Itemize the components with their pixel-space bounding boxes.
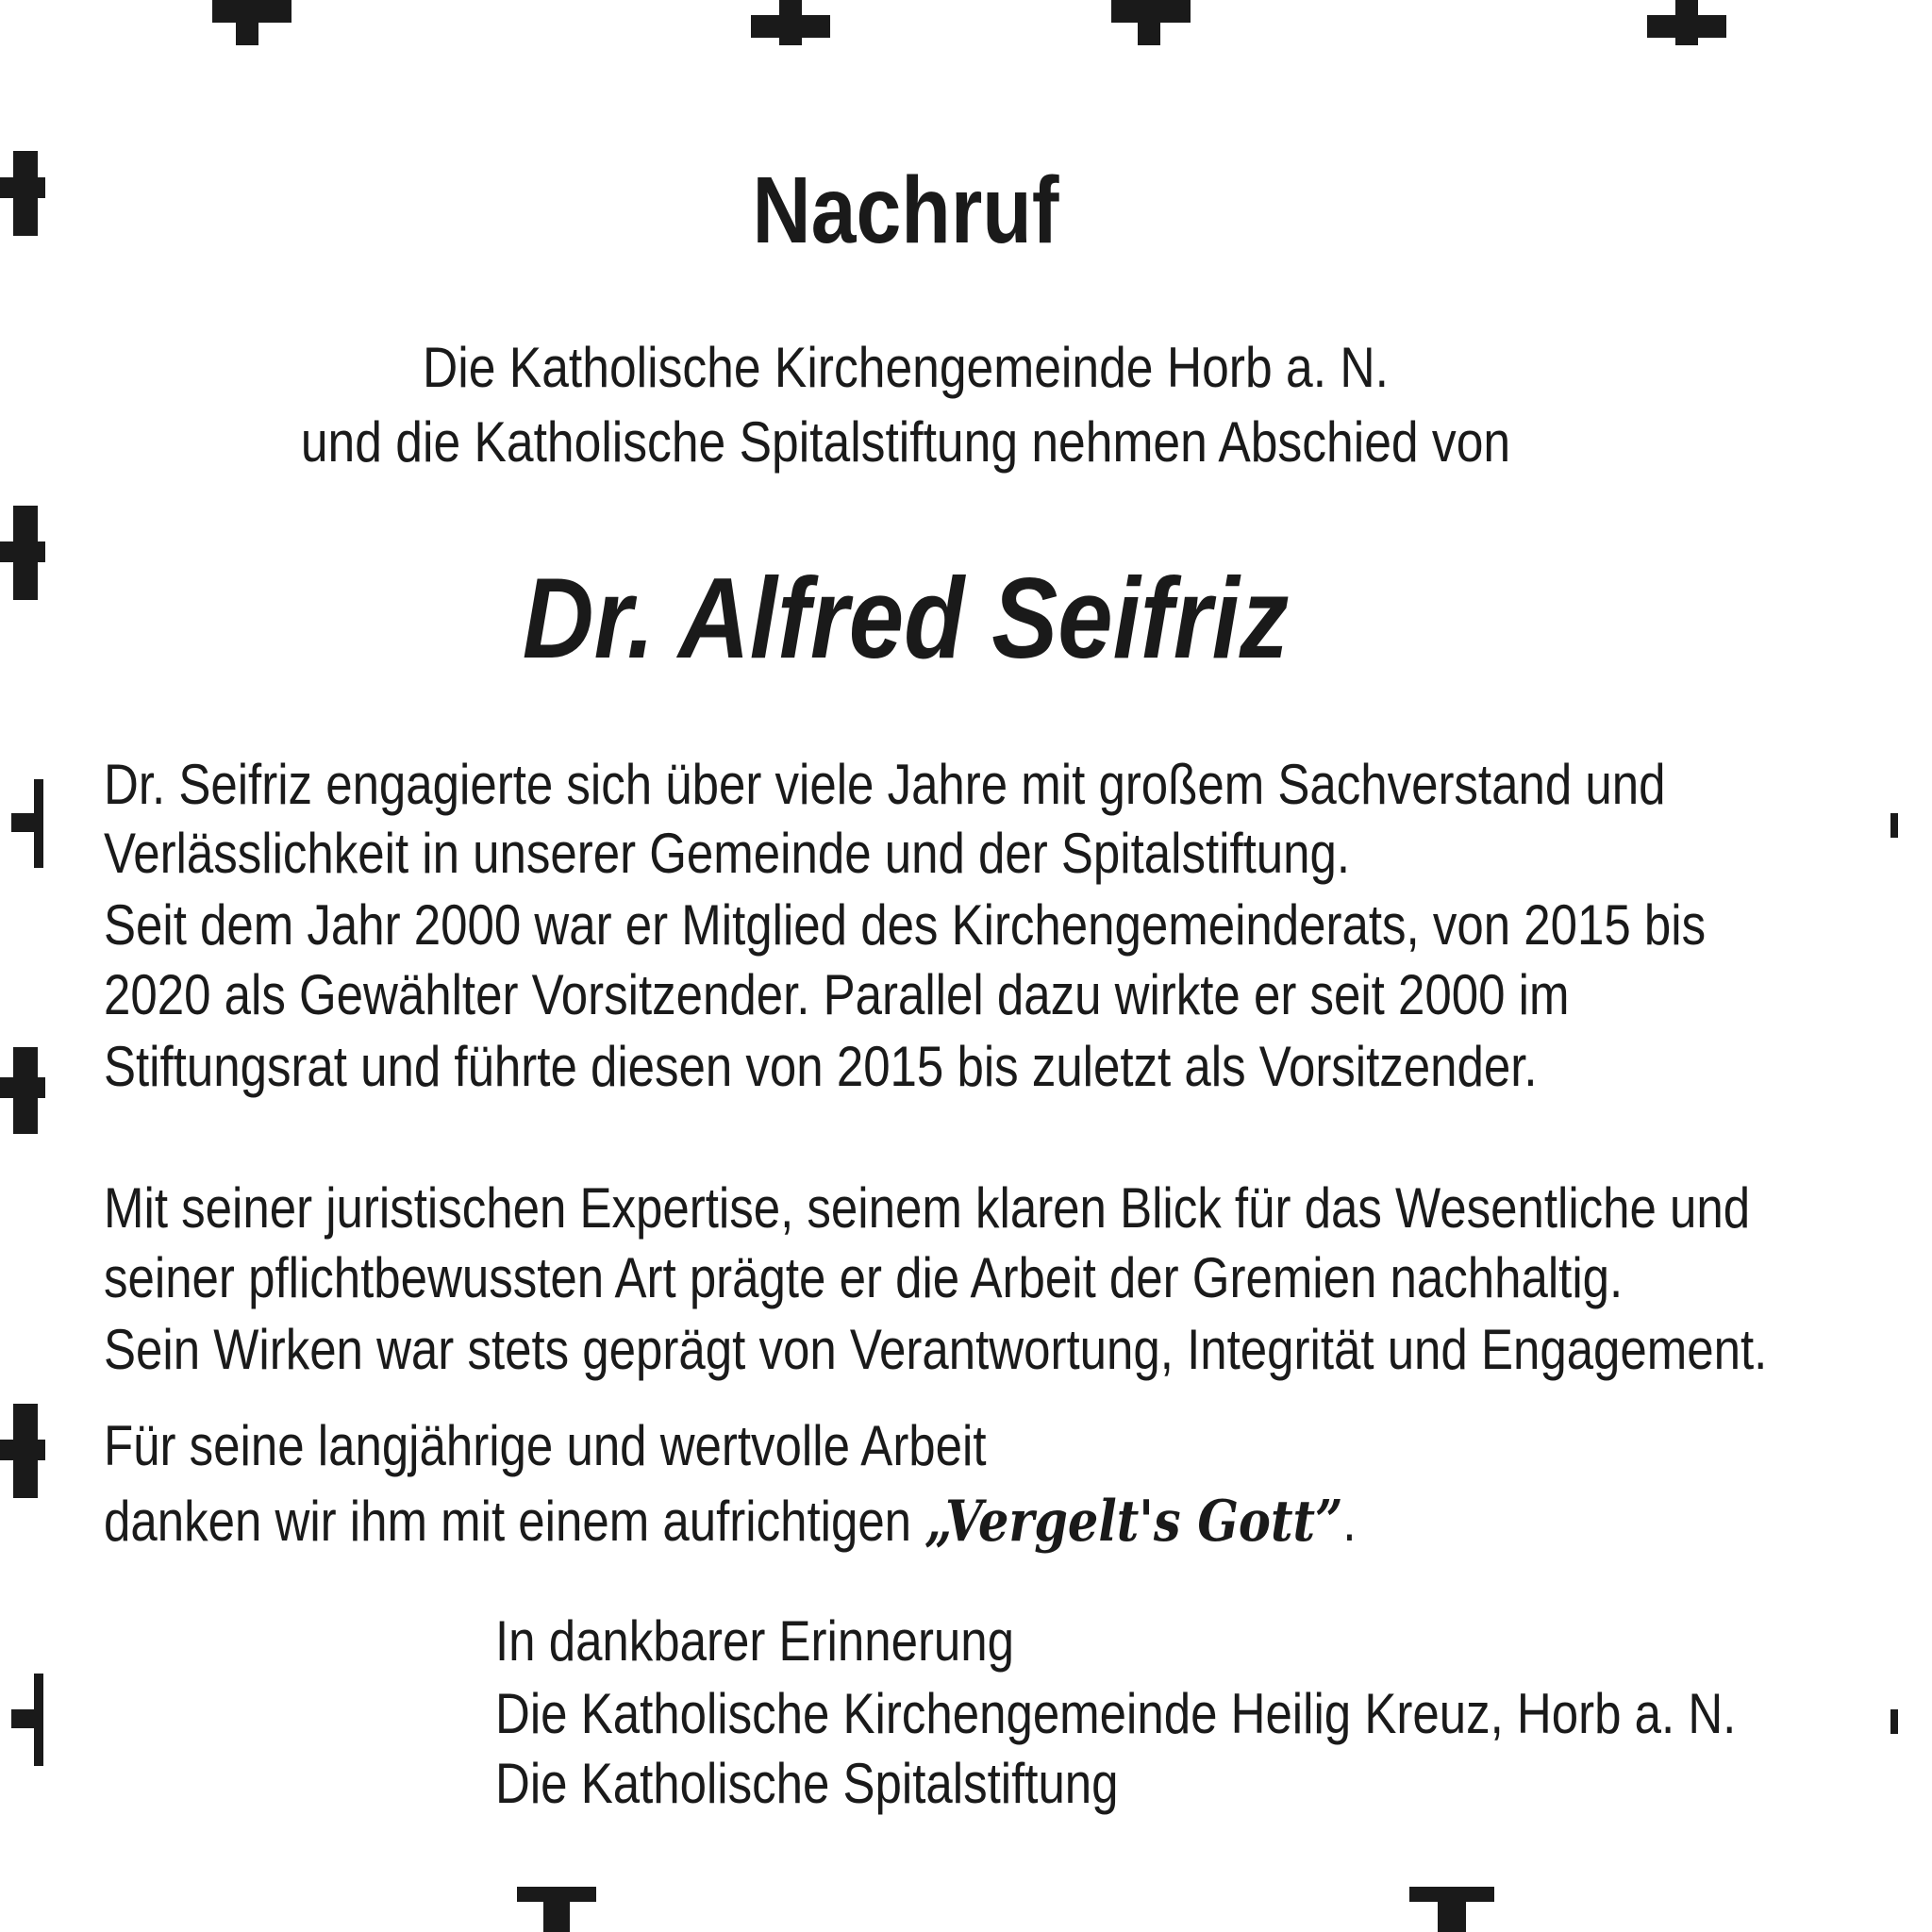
body-line: Mit seiner juristischen Expertise, seinem klaren Blick für das Wesentliche und xyxy=(104,1176,1751,1240)
body-line: 2020 als Gewählter Vorsitzender. Parallel dazu wirkte er seit 2000 im xyxy=(104,963,1570,1026)
intro-line-2: und die Katholische Spitalstiftung nehmen Abschied von xyxy=(300,410,1511,474)
signature-line: Die Katholische Spitalstiftung xyxy=(495,1752,1119,1815)
body-line: Stiftungsrat und führte diesen von 2015 bis zuletzt als Vorsitzender. xyxy=(104,1035,1538,1098)
cross-icon xyxy=(0,1047,45,1134)
signature-line: Die Katholische Kirchengemeinde Heilig Kreuz, Horb a. N. xyxy=(495,1682,1737,1745)
cross-icon xyxy=(0,151,45,236)
signature-line: In dankbarer Erinnerung xyxy=(495,1609,1015,1673)
cross-icon xyxy=(11,1674,43,1766)
thanks-prefix: danken wir ihm mit einem aufrichtigen xyxy=(104,1490,925,1553)
vergelts-gott-script: „Vergelt's Gott” xyxy=(924,1489,1343,1555)
cross-icon xyxy=(1111,0,1191,45)
cross-icon xyxy=(0,506,45,600)
cross-icon xyxy=(1647,0,1726,45)
page-title: Nachruf xyxy=(752,158,1059,263)
thanks-line-2 xyxy=(104,1489,1357,1555)
cross-icon xyxy=(751,0,830,45)
thanks-line: Für seine langjährige und wertvolle Arbeit xyxy=(104,1414,987,1477)
cross-icon xyxy=(0,1404,45,1498)
body-line: Sein Wirken war stets geprägt von Verantwortung, Integrität und Engagement. xyxy=(104,1318,1768,1381)
body-line: Dr. Seifriz engagierte sich über viele Jahre mit großem Sachverstand und xyxy=(104,753,1666,816)
cross-icon xyxy=(11,779,43,868)
body-line: Seit dem Jahr 2000 war er Mitglied des Kirchengemeinderats, von 2015 bis xyxy=(104,893,1707,957)
deceased-name: Dr. Alfred Seifriz xyxy=(522,554,1290,682)
intro-line-1: Die Katholische Kirchengemeinde Horb a. N. xyxy=(423,336,1389,399)
cross-icon xyxy=(1409,1887,1494,1932)
cross-icon xyxy=(212,0,291,45)
cross-icon xyxy=(517,1887,596,1932)
body-line: seiner pflichtbewussten Art prägte er die Arbeit der Gremien nachhaltig. xyxy=(104,1246,1624,1309)
thanks-suffix: . xyxy=(1342,1490,1357,1553)
body-line: Verlässlichkeit in unserer Gemeinde und der Spitalstiftung. xyxy=(104,822,1351,885)
